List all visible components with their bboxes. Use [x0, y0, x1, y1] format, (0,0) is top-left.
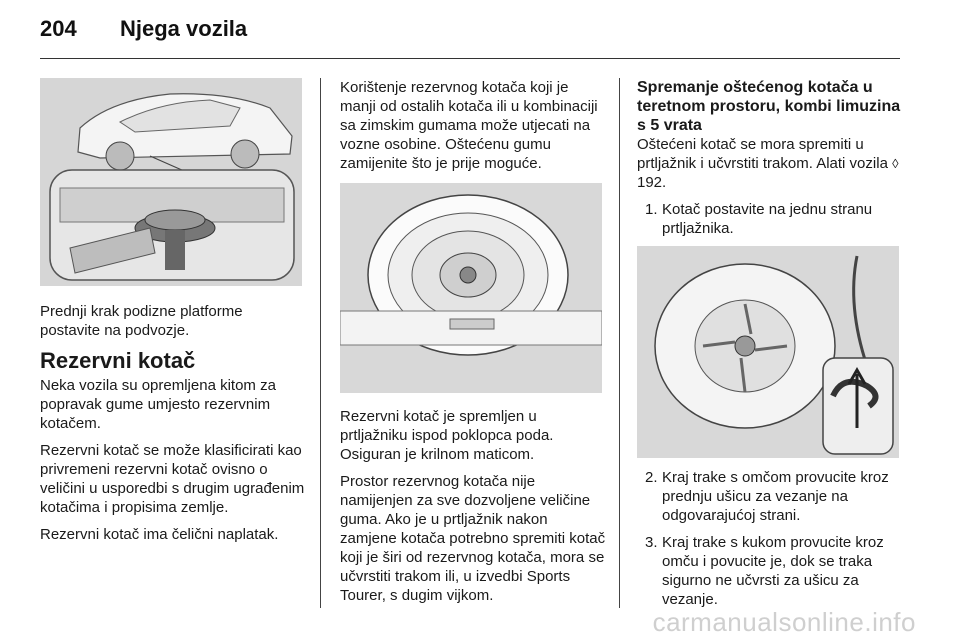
- list-item: [637, 468, 903, 525]
- step-text: Kraj trake s omčom provucite kroz prednju ušicu za vezanje na odgovarajućoj strani.: [662, 469, 889, 524]
- column-2: [340, 78, 606, 613]
- step-text: Kraj trake s kukom provucite kroz omču i povucite je, dok se traka sigurno ne učvrsti za ušicu za vezanje.: [662, 534, 884, 608]
- column-1: [40, 78, 306, 552]
- steps-list-continued: [637, 468, 903, 609]
- page-reference-arrow-icon: ◊: [892, 156, 899, 171]
- step-text: Kotač postavite na jednu stranu prtljažnika.: [662, 201, 873, 237]
- intro-text: Oštećeni kotač se mora spremiti u prtljažnik i učvrstiti trakom. Alati vozila: [637, 136, 888, 172]
- column-divider-1: [320, 78, 321, 608]
- page-reference: 192.: [637, 174, 667, 191]
- step-number: 2.: [645, 469, 658, 486]
- paragraph: Neka vozila su opremljena kitom za popravak gume umjesto rezervnim kotačem.: [40, 377, 276, 432]
- header-rule: [40, 58, 900, 59]
- watermark: carmanualsonline.info: [652, 607, 916, 637]
- step-number: 3.: [645, 534, 658, 551]
- figure-caption: Prednji krak podizne platforme postavite na podvozje.: [40, 303, 243, 339]
- intro-paragraph: Korištenje rezervnog kotača koji je manji od ostalih kotača ili u kombinaciji sa zimskim gumama može utjecati na vozne osobine. Oštećenu gumu zamijenite što je prije moguće.: [340, 79, 598, 172]
- page-number: 204: [40, 16, 77, 41]
- spare-wheel-illustration: [340, 183, 602, 393]
- step-number: 1.: [645, 201, 658, 218]
- column-3: [637, 78, 903, 617]
- list-item: [637, 533, 903, 609]
- paragraph: Rezervni kotač se može klasificirati kao privremeni rezervni kotač ovisno o veličini u usporedbi s drugim ugrađenim kotačima i propisima zemlje.: [40, 442, 305, 516]
- column-divider-2: [619, 78, 620, 608]
- strapped-wheel-illustration: [637, 246, 899, 458]
- list-item: [637, 200, 903, 238]
- paragraph: Rezervni kotač ima čelični naplatak.: [40, 526, 279, 543]
- car-lift-illustration: [40, 78, 302, 286]
- section-heading: Rezervni kotač: [40, 348, 196, 373]
- intro-paragraph: [637, 135, 903, 192]
- paragraph: Prostor rezervnog kotača nije namijenjen za sve dozvoljene veličine guma. Ako je u prtljažnik nakon zamjene kotača potrebno spremiti kotač koji je širi od rezervnog kotača, mora se učvrstiti trakom ili, u izvedbi Sports Tourer, s dugim vijkom.: [340, 473, 606, 604]
- paragraph: Rezervni kotač je spremljen u prtljažniku ispod poklopca poda. Osiguran je krilnom maticom.: [340, 408, 554, 463]
- page-header: [40, 16, 247, 42]
- section-heading: Spremanje oštećenog kotača u teretnom prostoru, kombi limuzina s 5 vrata: [637, 79, 901, 134]
- section-title: Njega vozila: [120, 16, 248, 41]
- steps-list-start: [637, 200, 903, 238]
